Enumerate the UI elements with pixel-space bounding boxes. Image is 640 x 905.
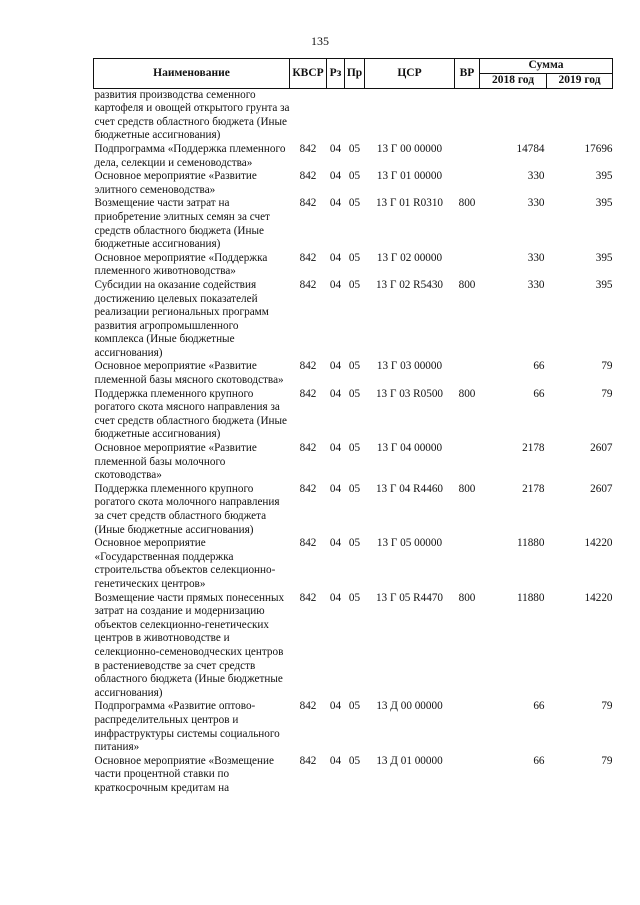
table-header [94,59,613,89]
table-row [94,442,613,483]
header-sum: Сумма [480,59,613,74]
header-vr: ВР [455,59,480,89]
row-amount-2018: 330 [527,170,545,183]
row-pr: 05 [348,754,361,767]
row-pr [345,88,365,143]
row-vr [455,143,480,170]
table-row [94,592,613,701]
table-row [94,700,613,754]
row-pr: 05 [348,251,361,264]
row-name: Основное мероприятие «Развитие племенной базы молочного скотоводства» [94,442,257,482]
row-rz: 04 [329,170,342,183]
row-amount-2018: 330 [527,278,545,291]
row-rz: 04 [329,754,342,767]
table-row [94,88,613,143]
header-pr: Пр [345,59,365,89]
row-amount-2018: 11880 [516,537,545,550]
row-kvsr: 842 [299,537,317,550]
row-amount-2018: 14784 [516,142,545,155]
row-pr: 05 [348,700,361,713]
row-csr: 13 Г 05 R4470 [375,591,444,604]
row-amount-2019: 14220 [584,591,613,604]
row-vr [455,755,480,796]
row-amount-2018: 66 [533,754,545,767]
row-kvsr: 842 [299,754,317,767]
row-amount-2018: 66 [533,387,545,400]
row-amount-2018 [480,88,547,143]
row-kvsr: 842 [299,591,317,604]
row-pr: 05 [348,591,361,604]
row-csr: 13 Г 02 R5430 [375,278,444,291]
row-csr: 13 Г 02 00000 [376,251,443,264]
row-rz: 04 [329,278,342,291]
row-vr: 800 [458,482,476,495]
row-name: Основное мероприятие «Поддержка племенного животноводства» [94,251,268,278]
row-amount-2018: 11880 [516,591,545,604]
row-amount-2019: 79 [601,387,613,400]
row-name: Возмещение части затрат на приобретение элитных семян за счет средств областного бюджета (Иные бюджетные ассигнования) [94,197,270,251]
row-kvsr: 842 [299,142,317,155]
row-vr [455,88,480,143]
row-amount-2019: 395 [595,197,613,210]
row-rz: 04 [329,482,342,495]
row-pr: 05 [348,360,361,373]
row-vr: 800 [458,591,476,604]
header-name: Наименование [94,59,290,89]
row-kvsr: 842 [299,700,317,713]
row-amount-2019: 395 [595,170,613,183]
row-amount-2019: 2607 [590,482,613,495]
table-row [94,483,613,537]
row-amount-2018: 2178 [522,482,545,495]
row-name: Основное мероприятие «Государственная поддержка строительства объектов селекционно-генетических центров» [94,537,276,590]
header-2018: 2018 год [480,74,547,89]
row-csr: 13 Г 03 00000 [376,360,443,373]
row-vr: 800 [458,387,476,400]
row-csr: 13 Г 05 00000 [376,537,443,550]
row-csr: 13 Д 00 00000 [376,700,443,713]
row-amount-2018: 330 [527,251,545,264]
row-name: Основное мероприятие «Развитие элитного семеноводства» [94,170,257,196]
row-rz: 04 [329,251,342,264]
row-csr: 13 Д 01 00000 [376,754,443,767]
row-csr: 13 Г 00 00000 [376,142,443,155]
header-csr: ЦСР [365,59,455,89]
row-vr [455,442,480,483]
row-rz: 04 [329,700,342,713]
row-csr: 13 Г 01 R0310 [375,197,444,210]
row-pr: 05 [348,387,361,400]
row-csr: 13 Г 01 00000 [376,170,443,183]
row-pr: 05 [348,537,361,550]
row-name: Поддержка племенного крупного рогатого скота молочного направления за счет средств областного бюджета (Иные бюджетные ассигнования) [94,482,280,536]
header-2019: 2019 год [547,74,613,89]
table-row [94,755,613,796]
row-amount-2019: 14220 [584,537,613,550]
row-kvsr: 842 [299,278,317,291]
row-kvsr: 842 [299,482,317,495]
row-name: Подпрограмма «Поддержка племенного дела, селекции и семеноводства» [94,142,286,169]
table-row [94,170,613,197]
row-vr: 800 [458,278,476,291]
row-amount-2019: 79 [601,700,613,713]
table-row [94,197,613,251]
row-pr: 05 [348,442,361,455]
row-pr: 05 [348,278,361,291]
row-amount-2019: 17696 [584,142,613,155]
table-row [94,143,613,170]
header-kvsr: КВСР [290,59,327,89]
row-rz: 04 [329,442,342,455]
page-number: 135 [311,34,329,48]
row-csr: 13 Г 04 R4460 [375,482,444,495]
header-rz: Рз [327,59,345,89]
row-pr: 05 [348,142,361,155]
row-kvsr: 842 [299,197,317,210]
row-rz: 04 [329,142,342,155]
row-csr: 13 Г 03 R0500 [375,387,444,400]
row-rz: 04 [329,387,342,400]
row-amount-2019: 395 [595,278,613,291]
row-name: Подпрограмма «Развитие оптово-распределительных центров и инфраструктуры системы социального питания» [94,700,280,754]
row-kvsr: 842 [299,442,317,455]
table-row [94,388,613,442]
row-rz: 04 [329,360,342,373]
budget-table [93,58,613,795]
row-vr [455,360,480,387]
row-amount-2019: 79 [601,360,613,373]
table-body [94,88,613,795]
row-kvsr: 842 [299,251,317,264]
row-name: развития производства семенного картофеля и овощей открытого грунта за счет средств областного бюджета (Иные бюджетные ассигнования) [94,88,290,142]
row-csr [365,88,455,143]
row-amount-2018: 66 [533,700,545,713]
row-name: Основное мероприятие «Возмещение части процентной ставки по краткосрочным кредитам на [94,754,274,794]
row-vr [455,537,480,591]
row-rz: 04 [329,197,342,210]
table-row [94,252,613,279]
row-pr: 05 [348,170,361,183]
row-vr [455,700,480,754]
row-kvsr: 842 [299,170,317,183]
table-row [94,360,613,387]
row-vr [455,170,480,197]
row-kvsr: 842 [299,387,317,400]
row-name: Основное мероприятие «Развитие племенной базы мясного скотоводства» [94,360,284,387]
row-rz: 04 [329,591,342,604]
row-pr: 05 [348,197,361,210]
row-csr: 13 Г 04 00000 [376,442,443,455]
row-amount-2018: 330 [527,197,545,210]
row-kvsr [290,88,327,143]
row-amount-2019: 395 [595,251,613,264]
row-vr: 800 [458,197,476,210]
row-amount-2018: 2178 [522,442,545,455]
row-amount-2019 [547,88,613,143]
row-name: Субсидии на оказание содействия достижению целевых показателей реализации региональных программ развития агропромышленного комплекса (Иные бюджетные ассигнования) [94,278,269,359]
row-kvsr: 842 [299,360,317,373]
row-name: Возмещение части прямых понесенных затрат на создание и модернизацию объектов селекционно-генетических центров в животноводстве и селекционно-семеноводческих центров в растениеводстве за счет средств областного бюджета (Иные бюджетные ассигнования) [94,591,285,699]
row-amount-2019: 79 [601,754,613,767]
row-vr [455,252,480,279]
row-pr: 05 [348,482,361,495]
row-rz [327,88,345,143]
row-name: Поддержка племенного крупного рогатого скота мясного направления за счет средств областного бюджета (Иные бюджетные ассигнования) [94,387,287,441]
row-amount-2019: 2607 [590,442,613,455]
row-amount-2018: 66 [533,360,545,373]
table-row [94,537,613,591]
row-rz: 04 [329,537,342,550]
table-row [94,279,613,361]
